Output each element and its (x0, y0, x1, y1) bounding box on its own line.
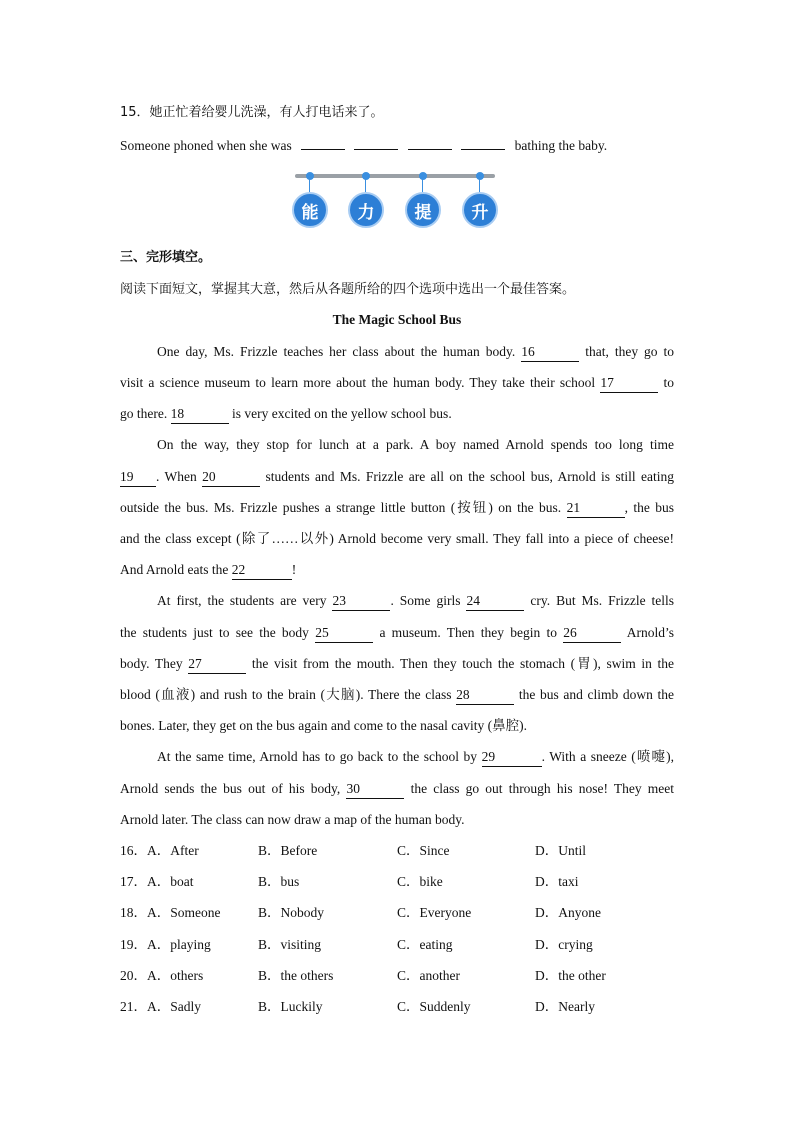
option-c[interactable]: C．another (397, 968, 460, 983)
question-15-chinese: 15．她正忙着给婴儿洗澡，有人打电话来了。 (120, 105, 384, 120)
passage-line: the students just to see the body 25 a museum. Then they begin to 26 Arnold’s (120, 624, 674, 643)
passage-line: At first, the students are very 23 . Some girls 24 cry. But Ms. Frizzle tells (157, 592, 674, 611)
blank-24[interactable]: 24 (466, 592, 524, 611)
passage-line: outside the bus. Ms. Frizzle pushes a strange little button (按钮) on the bus. 21 , the bus (120, 499, 674, 518)
option-b[interactable]: B．the others (258, 968, 334, 983)
blank-19[interactable]: 19 (120, 468, 156, 487)
option-a[interactable]: 18．A．Someone (120, 905, 221, 920)
option-d[interactable]: D．Nearly (535, 999, 595, 1014)
option-d[interactable]: D．Until (535, 843, 587, 858)
section-instruction: 阅读下面短文，掌握其大意，然后从各题所给的四个选项中选出一个最佳答案。 (120, 282, 576, 297)
passage-line: body. They 27 the visit from the mouth. Then they touch the stomach (胃), swim in the (120, 655, 674, 674)
blank-22[interactable]: 22 (232, 561, 292, 580)
answer-blank[interactable] (301, 135, 345, 150)
blank-25[interactable]: 25 (315, 624, 373, 643)
passage-line: bones. Later, they get on the bus again and come to the nasal cavity (鼻腔). (120, 718, 527, 733)
option-b[interactable]: B．Nobody (258, 905, 325, 920)
passage-line: One day, Ms. Frizzle teaches her class about the human body. 16 that, they go to (157, 343, 674, 362)
blank-18[interactable]: 18 (171, 405, 229, 424)
blank-16[interactable]: 16 (521, 343, 579, 362)
banner-char: 能 (292, 192, 328, 228)
banner-dot (419, 172, 427, 180)
option-c[interactable]: C．Everyone (397, 905, 472, 920)
option-c[interactable]: C．Since (397, 843, 450, 858)
option-c[interactable]: C．eating (397, 937, 453, 952)
option-a[interactable]: 16．A．After (120, 843, 199, 858)
answer-blank[interactable] (461, 135, 505, 150)
banner-char: 升 (462, 192, 498, 228)
passage-line: visit a science museum to learn more about the human body. They take their school 17 to (120, 374, 674, 393)
passage-title: The Magic School Bus (332, 312, 462, 327)
passage-line: and the class except (除了……以外) Arnold become very small. They fall into a piece of cheese! (120, 531, 674, 546)
option-a[interactable]: 17．A．boat (120, 874, 194, 889)
option-b[interactable]: B．bus (258, 874, 300, 889)
option-c[interactable]: C．bike (397, 874, 443, 889)
option-a[interactable]: 19．A．playing (120, 937, 211, 952)
passage-line: 19 . When 20 students and Ms. Frizzle are all on the school bus, Arnold is still eating (120, 468, 674, 487)
option-d[interactable]: D．crying (535, 937, 593, 952)
passage-line: On the way, they stop for lunch at a park. A boy named Arnold spends too long time (157, 437, 674, 452)
blank-21[interactable]: 21 (567, 499, 625, 518)
blank-23[interactable]: 23 (332, 592, 390, 611)
option-b[interactable]: B．Luckily (258, 999, 323, 1014)
option-a[interactable]: 21．A．Sadly (120, 999, 201, 1014)
answer-blank[interactable] (354, 135, 398, 150)
blank-30[interactable]: 30 (346, 780, 404, 799)
ability-improvement-banner (292, 172, 502, 230)
passage-line: blood (血液) and rush to the brain (大脑). There the class 28 the bus and climb down the (120, 686, 674, 705)
banner-char: 提 (405, 192, 441, 228)
banner-stem (479, 178, 480, 192)
question-15-text-before: Someone phoned when she was (120, 138, 292, 153)
banner-stem (309, 178, 310, 192)
banner-stem (365, 178, 366, 192)
option-d[interactable]: D．taxi (535, 874, 579, 889)
banner-stem (422, 178, 423, 192)
question-15-text-after: bathing the baby. (514, 138, 608, 153)
passage-line: go there. 18 is very excited on the yellow school bus. (120, 405, 674, 424)
blank-20[interactable]: 20 (202, 468, 260, 487)
option-a[interactable]: 20．A．others (120, 968, 204, 983)
option-c[interactable]: C．Suddenly (397, 999, 471, 1014)
banner-dot (476, 172, 484, 180)
blank-28[interactable]: 28 (456, 686, 514, 705)
option-b[interactable]: B．visiting (258, 937, 322, 952)
question-15-english (120, 135, 607, 155)
passage-line: And Arnold eats the 22 ! (120, 561, 674, 580)
option-b[interactable]: B．Before (258, 843, 318, 858)
banner-dot (362, 172, 370, 180)
section-heading: 三、完形填空。 (120, 250, 212, 265)
option-d[interactable]: D．Anyone (535, 905, 601, 920)
banner-char: 力 (348, 192, 384, 228)
blank-26[interactable]: 26 (563, 624, 621, 643)
blank-29[interactable]: 29 (482, 748, 542, 767)
banner-bar (295, 174, 495, 178)
blank-27[interactable]: 27 (188, 655, 246, 674)
blank-17[interactable]: 17 (600, 374, 658, 393)
answer-blank[interactable] (408, 135, 452, 150)
passage-line: Arnold sends the bus out of his body, 30 the class go out through his nose! They meet (120, 780, 674, 799)
passage-line: At the same time, Arnold has to go back to the school by 29 . With a sneeze (喷嚏), (157, 748, 674, 767)
option-d[interactable]: D．the other (535, 968, 606, 983)
banner-dot (306, 172, 314, 180)
passage-line: Arnold later. The class can now draw a map of the human body. (120, 812, 465, 827)
